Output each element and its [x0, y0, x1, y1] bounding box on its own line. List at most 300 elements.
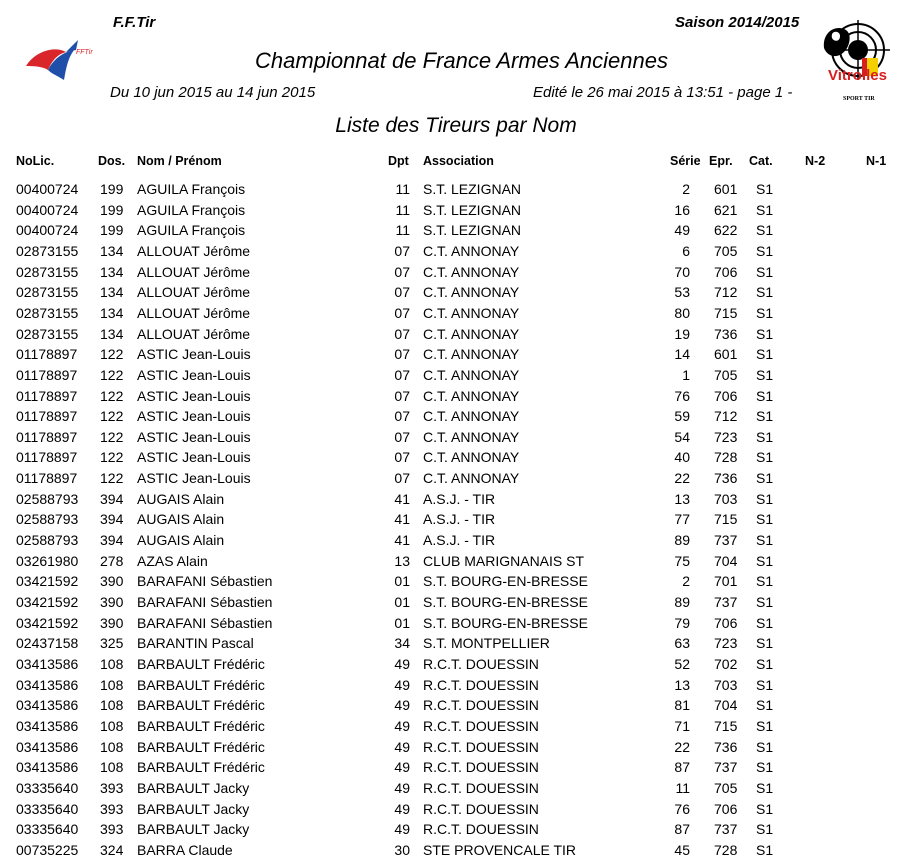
cell-nolic: 02588793: [16, 490, 79, 507]
cell-nolic: 03335640: [16, 800, 79, 817]
cell-serie: 22: [674, 738, 690, 755]
table-row: [0, 470, 923, 490]
cell-dpt: 07: [394, 263, 410, 280]
cell-epr: 715: [714, 304, 738, 321]
cell-cat: S1: [756, 490, 774, 507]
cell-dpt: 07: [394, 242, 410, 259]
cell-serie: 59: [674, 408, 690, 425]
table-row: [0, 511, 923, 531]
cell-serie: 77: [674, 511, 690, 528]
table-row: [0, 842, 923, 862]
cell-epr: 728: [714, 449, 738, 466]
cell-dpt: 41: [394, 511, 410, 528]
cell-cat: S1: [756, 263, 774, 280]
table-row: [0, 408, 923, 428]
cell-nom: ASTIC Jean-Louis: [137, 408, 251, 425]
cell-dos: 390: [100, 594, 124, 610]
cell-assoc: S.T. LEZIGNAN: [423, 181, 522, 197]
cell-serie: 75: [674, 552, 690, 569]
cell-serie: 79: [674, 614, 690, 631]
cell-assoc: A.S.J. - TIR: [423, 490, 496, 507]
cell-epr: 706: [714, 387, 738, 404]
cell-nom: AUGAIS Alain: [137, 490, 225, 507]
cell-serie: 53: [674, 284, 690, 301]
table-row: [0, 718, 923, 738]
cell-dos: 199: [100, 181, 124, 197]
table-row: [0, 429, 923, 449]
cell-dpt: 01: [394, 573, 410, 590]
cell-assoc: STE PROVENCALE TIR: [423, 841, 577, 858]
cell-assoc: R.C.T. DOUESSIN: [423, 779, 539, 796]
cell-dos: 393: [100, 779, 124, 796]
cell-nom: BARBAULT Jacky: [137, 800, 250, 817]
cell-nom: ASTIC Jean-Louis: [137, 387, 251, 404]
table-row: [0, 181, 923, 201]
cell-assoc: R.C.T. DOUESSIN: [423, 821, 539, 838]
cell-epr: 715: [714, 717, 738, 734]
cell-epr: 737: [714, 821, 738, 838]
cell-dos: 108: [100, 676, 124, 693]
table-row: [0, 491, 923, 511]
cell-nolic: 00400724: [16, 181, 79, 197]
cell-cat: S1: [756, 573, 774, 590]
cell-dpt: 11: [395, 222, 410, 239]
edited-info: Edité le 26 mai 2015 à 13:51 - page 1 -: [533, 84, 793, 101]
cell-dpt: 01: [394, 614, 410, 631]
cell-epr: 601: [714, 181, 738, 197]
table-row: [0, 388, 923, 408]
cell-nolic: 02588793: [16, 511, 79, 528]
cell-dpt: 07: [394, 387, 410, 404]
cell-epr: 705: [714, 366, 738, 383]
cell-assoc: CLUB MARIGNANAIS ST: [423, 552, 585, 569]
cell-nom: ASTIC Jean-Louis: [137, 346, 251, 363]
table-row: [0, 284, 923, 304]
vitrolles-logo-subtext: SPORT TIR: [843, 96, 875, 102]
cell-dos: 199: [100, 222, 124, 239]
cell-dpt: 49: [394, 779, 410, 796]
cell-nolic: 01178897: [16, 408, 78, 425]
cell-dpt: 49: [394, 821, 410, 838]
cell-dos: 122: [100, 346, 124, 363]
cell-dos: 394: [100, 532, 124, 549]
cell-serie: 87: [674, 759, 690, 776]
cell-assoc: R.C.T. DOUESSIN: [423, 738, 539, 755]
cell-nom: ALLOUAT Jérôme: [137, 325, 251, 342]
cell-assoc: S.T. MONTPELLIER: [423, 635, 550, 652]
col-n2-header: N-2: [805, 154, 826, 168]
cell-dpt: 07: [394, 325, 410, 342]
table-row: [0, 697, 923, 717]
cell-serie: 76: [674, 800, 690, 817]
table-row: [0, 532, 923, 552]
cell-nolic: 00735225: [16, 841, 79, 858]
cell-assoc: S.T. BOURG-EN-BRESSE: [423, 614, 588, 631]
cell-cat: S1: [756, 594, 774, 610]
cell-nolic: 03413586: [16, 655, 79, 672]
cell-dpt: 07: [394, 304, 410, 321]
table-row: [0, 821, 923, 841]
cell-serie: 70: [674, 263, 690, 280]
cell-dos: 134: [100, 284, 124, 301]
cell-nolic: 03421592: [16, 573, 79, 590]
cell-nom: BARANTIN Pascal: [137, 635, 254, 652]
cell-cat: S1: [756, 181, 774, 197]
cell-assoc: C.T. ANNONAY: [423, 387, 520, 404]
cell-epr: 712: [714, 408, 738, 425]
cell-dos: 325: [100, 635, 124, 652]
cell-dos: 122: [100, 449, 124, 466]
cell-nom: AZAS Alain: [137, 552, 208, 569]
cell-epr: 701: [714, 573, 738, 590]
cell-serie: 76: [674, 387, 690, 404]
cell-dpt: 13: [394, 552, 410, 569]
table-row: [0, 553, 923, 573]
cell-cat: S1: [756, 428, 774, 445]
table-row: [0, 326, 923, 346]
cell-assoc: C.T. ANNONAY: [423, 242, 520, 259]
cell-dos: 108: [100, 717, 124, 734]
cell-epr: 621: [714, 201, 738, 218]
cell-nom: ALLOUAT Jérôme: [137, 263, 251, 280]
federation-name: F.F.Tir: [113, 14, 156, 31]
cell-serie: 16: [674, 201, 690, 218]
cell-nom: BARBAULT Frédéric: [137, 738, 265, 755]
cell-cat: S1: [756, 800, 774, 817]
cell-cat: S1: [756, 841, 774, 858]
cell-serie: 54: [674, 428, 690, 445]
cell-cat: S1: [756, 697, 774, 714]
cell-epr: 702: [714, 655, 738, 672]
cell-nom: BARBAULT Jacky: [137, 779, 250, 796]
cell-nom: AGUILA François: [137, 222, 246, 239]
table-row: [0, 677, 923, 697]
table-row: [0, 656, 923, 676]
cell-assoc: S.T. BOURG-EN-BRESSE: [423, 594, 588, 610]
vitrolles-logo-text: Vitrolles: [828, 67, 887, 84]
cell-epr: 703: [714, 676, 738, 693]
cell-cat: S1: [756, 242, 774, 259]
cell-epr: 622: [714, 222, 738, 239]
cell-cat: S1: [756, 304, 774, 321]
cell-cat: S1: [756, 346, 774, 363]
cell-dos: 134: [100, 242, 124, 259]
cell-assoc: C.T. ANNONAY: [423, 366, 520, 383]
cell-nolic: 02437158: [16, 635, 79, 652]
fftir-logo-text: FFTir: [76, 49, 93, 56]
cell-serie: 40: [674, 449, 690, 466]
col-serie-header: Série: [670, 154, 701, 168]
cell-assoc: R.C.T. DOUESSIN: [423, 759, 539, 776]
cell-dos: 390: [100, 614, 124, 631]
cell-cat: S1: [756, 552, 774, 569]
cell-cat: S1: [756, 511, 774, 528]
cell-nolic: 03413586: [16, 697, 79, 714]
cell-nolic: 01178897: [16, 470, 78, 487]
cell-dpt: 41: [394, 490, 410, 507]
cell-nom: AGUILA François: [137, 201, 246, 218]
cell-dpt: 01: [394, 594, 410, 610]
cell-assoc: C.T. ANNONAY: [423, 263, 520, 280]
cell-dos: 134: [100, 304, 124, 321]
cell-assoc: C.T. ANNONAY: [423, 449, 520, 466]
cell-dos: 390: [100, 573, 124, 590]
cell-cat: S1: [756, 408, 774, 425]
cell-serie: 63: [674, 635, 690, 652]
cell-serie: 2: [682, 573, 690, 590]
cell-dpt: 07: [394, 428, 410, 445]
col-n1-header: N-1: [866, 154, 887, 168]
cell-nolic: 00400724: [16, 222, 79, 239]
cell-cat: S1: [756, 759, 774, 776]
cell-cat: S1: [756, 201, 774, 218]
cell-nolic: 01178897: [16, 428, 78, 445]
table-row: [0, 801, 923, 821]
table-row: [0, 449, 923, 469]
cell-serie: 6: [682, 242, 690, 259]
cell-dpt: 49: [394, 676, 410, 693]
cell-nom: BARBAULT Frédéric: [137, 717, 265, 734]
table-row: [0, 739, 923, 759]
page-title: Championnat de France Armes Anciennes: [255, 48, 668, 73]
cell-cat: S1: [756, 821, 774, 838]
cell-serie: 49: [674, 222, 690, 239]
cell-cat: S1: [756, 470, 774, 487]
cell-assoc: C.T. ANNONAY: [423, 346, 520, 363]
table-row: [0, 573, 923, 593]
cell-dpt: 49: [394, 800, 410, 817]
cell-epr: 712: [714, 284, 738, 301]
cell-epr: 737: [714, 759, 738, 776]
cell-serie: 52: [674, 655, 690, 672]
cell-nolic: 03413586: [16, 676, 79, 693]
cell-nolic: 02873155: [16, 263, 79, 280]
table-row: [0, 346, 923, 366]
cell-dpt: 49: [394, 759, 410, 776]
cell-dpt: 30: [394, 841, 410, 858]
cell-serie: 22: [674, 470, 690, 487]
cell-cat: S1: [756, 325, 774, 342]
cell-dos: 108: [100, 759, 124, 776]
cell-cat: S1: [756, 366, 774, 383]
cell-dos: 199: [100, 201, 124, 218]
table-row: [0, 759, 923, 779]
cell-serie: 80: [674, 304, 690, 321]
col-epr-header: Epr.: [709, 154, 733, 168]
cell-epr: 736: [714, 325, 738, 342]
col-nolic-header: NoLic.: [16, 154, 55, 168]
cell-assoc: C.T. ANNONAY: [423, 284, 520, 301]
cell-epr: 737: [714, 594, 738, 610]
cell-dpt: 49: [394, 697, 410, 714]
cell-cat: S1: [756, 655, 774, 672]
cell-nolic: 03335640: [16, 779, 79, 796]
cell-assoc: R.C.T. DOUESSIN: [423, 676, 539, 693]
cell-cat: S1: [756, 532, 774, 549]
cell-nolic: 03421592: [16, 594, 79, 610]
cell-nom: AUGAIS Alain: [137, 511, 225, 528]
cell-epr: 705: [714, 779, 738, 796]
cell-assoc: C.T. ANNONAY: [423, 408, 520, 425]
cell-epr: 706: [714, 263, 738, 280]
table-row: [0, 594, 923, 614]
cell-dpt: 49: [394, 717, 410, 734]
cell-epr: 706: [714, 800, 738, 817]
cell-nom: AUGAIS Alain: [137, 532, 225, 549]
table-row: [0, 202, 923, 222]
cell-dpt: 07: [394, 366, 410, 383]
cell-assoc: R.C.T. DOUESSIN: [423, 717, 539, 734]
cell-nom: BARBAULT Frédéric: [137, 676, 265, 693]
col-assoc-header: Association: [423, 154, 494, 168]
cell-serie: 45: [674, 841, 690, 858]
cell-epr: 715: [714, 511, 738, 528]
cell-nom: BARBAULT Frédéric: [137, 759, 265, 776]
cell-assoc: C.T. ANNONAY: [423, 470, 520, 487]
cell-nolic: 03413586: [16, 759, 79, 776]
cell-dpt: 07: [394, 346, 410, 363]
cell-dpt: 07: [394, 284, 410, 301]
cell-serie: 1: [682, 366, 690, 383]
cell-cat: S1: [756, 284, 774, 301]
cell-nolic: 03413586: [16, 738, 79, 755]
cell-nolic: 03413586: [16, 717, 79, 734]
cell-epr: 723: [714, 428, 738, 445]
cell-nolic: 02588793: [16, 532, 79, 549]
cell-dos: 394: [100, 490, 124, 507]
cell-dpt: 07: [394, 470, 410, 487]
cell-dpt: 11: [395, 181, 410, 197]
col-dpt-header: Dpt: [388, 154, 409, 168]
cell-assoc: S.T. LEZIGNAN: [423, 201, 522, 218]
cell-nom: ALLOUAT Jérôme: [137, 304, 251, 321]
cell-dos: 134: [100, 263, 124, 280]
table-row: [0, 243, 923, 263]
cell-assoc: C.T. ANNONAY: [423, 304, 520, 321]
cell-nolic: 02873155: [16, 325, 79, 342]
cell-epr: 704: [714, 697, 738, 714]
table-row: [0, 615, 923, 635]
cell-epr: 736: [714, 470, 738, 487]
cell-cat: S1: [756, 779, 774, 796]
cell-cat: S1: [756, 676, 774, 693]
table-row: [0, 635, 923, 655]
cell-assoc: C.T. ANNONAY: [423, 428, 520, 445]
cell-cat: S1: [756, 738, 774, 755]
cell-nolic: 03261980: [16, 552, 79, 569]
cell-assoc: A.S.J. - TIR: [423, 532, 496, 549]
cell-nom: ASTIC Jean-Louis: [137, 366, 251, 383]
cell-dpt: 07: [394, 408, 410, 425]
cell-nom: ASTIC Jean-Louis: [137, 449, 251, 466]
table-row: [0, 264, 923, 284]
cell-epr: 728: [714, 841, 738, 858]
table-row: [0, 367, 923, 387]
cell-cat: S1: [756, 717, 774, 734]
cell-nolic: 03335640: [16, 821, 79, 838]
cell-serie: 19: [674, 325, 690, 342]
cell-assoc: S.T. BOURG-EN-BRESSE: [423, 573, 588, 590]
cell-cat: S1: [756, 449, 774, 466]
cell-dos: 122: [100, 428, 124, 445]
cell-dos: 324: [100, 841, 124, 858]
cell-dos: 278: [100, 552, 124, 569]
col-nom-header: Nom / Prénom: [137, 154, 222, 168]
cell-nom: ASTIC Jean-Louis: [137, 428, 251, 445]
cell-dos: 108: [100, 697, 124, 714]
cell-dos: 394: [100, 511, 124, 528]
cell-serie: 81: [674, 697, 690, 714]
cell-serie: 2: [682, 181, 690, 197]
cell-nom: ASTIC Jean-Louis: [137, 470, 251, 487]
cell-cat: S1: [756, 387, 774, 404]
cell-serie: 89: [674, 594, 690, 610]
cell-cat: S1: [756, 614, 774, 631]
cell-dos: 134: [100, 325, 124, 342]
cell-dos: 108: [100, 738, 124, 755]
cell-nom: BARBAULT Jacky: [137, 821, 250, 838]
cell-assoc: R.C.T. DOUESSIN: [423, 697, 539, 714]
cell-epr: 737: [714, 532, 738, 549]
cell-epr: 703: [714, 490, 738, 507]
cell-serie: 13: [674, 676, 690, 693]
cell-nom: BARAFANI Sébastien: [137, 594, 273, 610]
cell-dpt: 11: [395, 201, 410, 218]
cell-epr: 704: [714, 552, 738, 569]
cell-nom: BARRA Claude: [137, 841, 233, 858]
cell-nom: ALLOUAT Jérôme: [137, 284, 251, 301]
table-row: [0, 222, 923, 242]
cell-dpt: 41: [394, 532, 410, 549]
cell-nolic: 01178897: [16, 346, 78, 363]
cell-serie: 11: [675, 779, 690, 796]
cell-serie: 87: [674, 821, 690, 838]
cell-nolic: 02873155: [16, 242, 79, 259]
cell-assoc: A.S.J. - TIR: [423, 511, 496, 528]
cell-assoc: C.T. ANNONAY: [423, 325, 520, 342]
cell-nom: BARAFANI Sébastien: [137, 573, 273, 590]
cell-nom: BARBAULT Frédéric: [137, 655, 265, 672]
cell-nom: BARBAULT Frédéric: [137, 697, 265, 714]
cell-dos: 122: [100, 366, 124, 383]
cell-nolic: 01178897: [16, 366, 78, 383]
cell-cat: S1: [756, 635, 774, 652]
table-row: [0, 305, 923, 325]
cell-nom: AGUILA François: [137, 181, 246, 197]
cell-epr: 736: [714, 738, 738, 755]
cell-nolic: 03421592: [16, 614, 79, 631]
cell-assoc: S.T. LEZIGNAN: [423, 222, 522, 239]
cell-dos: 122: [100, 408, 124, 425]
cell-nolic: 01178897: [16, 449, 78, 466]
cell-epr: 705: [714, 242, 738, 259]
season-label: Saison 2014/2015: [675, 14, 800, 31]
cell-dos: 122: [100, 387, 124, 404]
cell-nolic: 02873155: [16, 304, 79, 321]
cell-dos: 393: [100, 821, 124, 838]
table-row: [0, 780, 923, 800]
cell-epr: 706: [714, 614, 738, 631]
cell-nolic: 02873155: [16, 284, 79, 301]
cell-cat: S1: [756, 222, 774, 239]
cell-dos: 122: [100, 470, 124, 487]
cell-serie: 13: [674, 490, 690, 507]
cell-nolic: 01178897: [16, 387, 78, 404]
cell-epr: 723: [714, 635, 738, 652]
cell-assoc: R.C.T. DOUESSIN: [423, 800, 539, 817]
cell-dos: 108: [100, 655, 124, 672]
cell-dpt: 34: [394, 635, 410, 652]
